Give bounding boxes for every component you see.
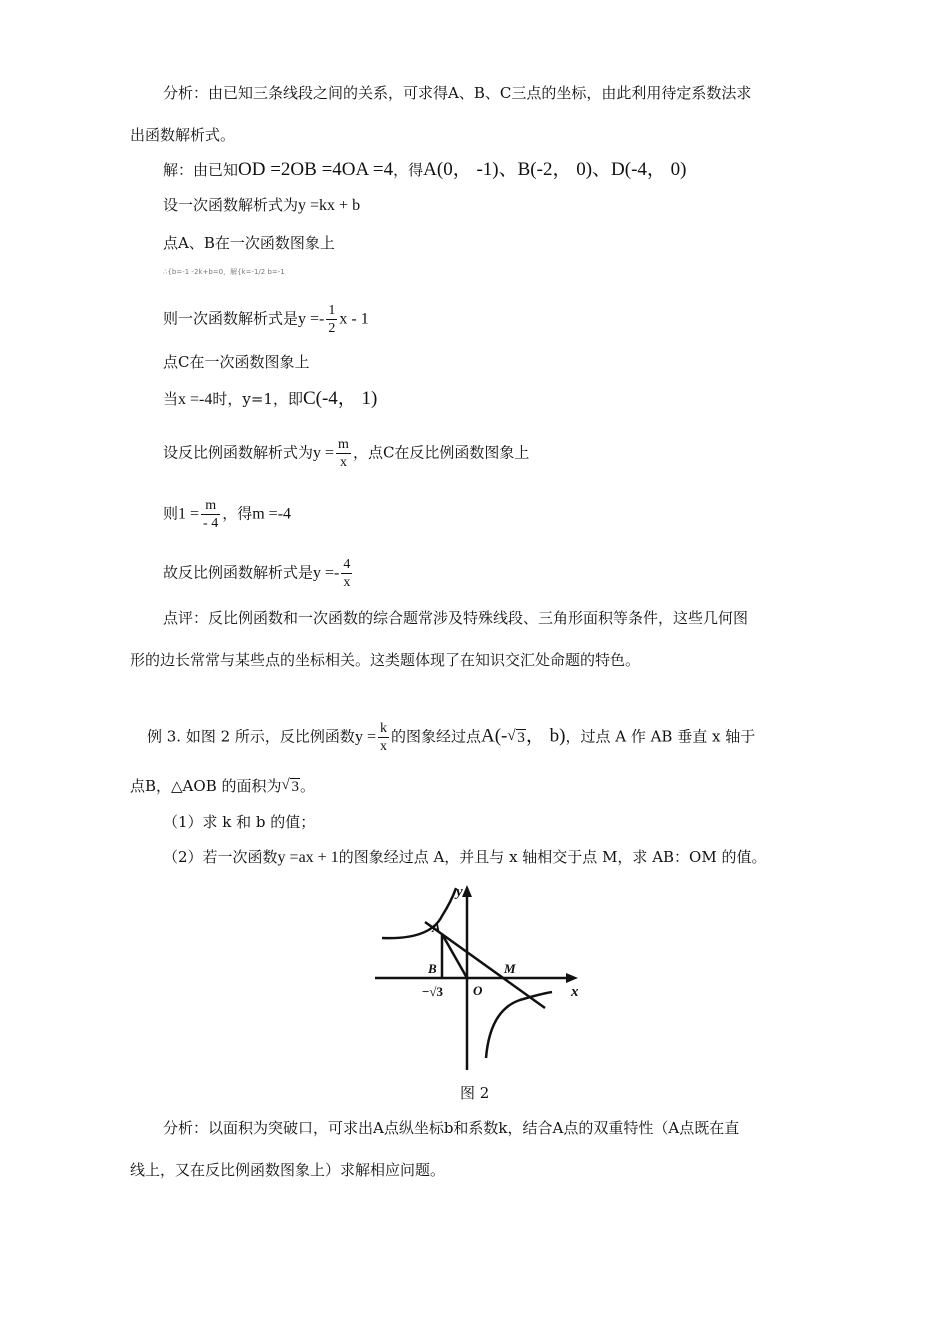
comment-line-2: 形的边长常常与某些点的坐标相关。这类题体现了在知识交汇处命题的特色。	[130, 651, 641, 669]
equation: y =	[354, 728, 376, 746]
equation: x - 1	[339, 310, 369, 328]
radicand: 3	[291, 779, 299, 795]
point-m-label: M	[504, 961, 516, 976]
equation: m =-4	[252, 505, 292, 523]
square-root	[281, 777, 300, 797]
points: A(0， -1)、B(-2， 0)、D(-4， 0)	[423, 159, 687, 180]
solution-line-2	[163, 195, 360, 216]
y-axis-label: y	[456, 884, 463, 900]
point: C(-4， 1)	[302, 388, 378, 409]
solution-text: ，得	[393, 161, 424, 179]
example-text: 点B，△AOB 的面积为	[130, 777, 282, 795]
solution-line-6: 点C在一次函数图象上	[163, 353, 310, 371]
numerator: k	[379, 721, 387, 736]
fraction	[326, 302, 337, 337]
radicand: 3	[517, 729, 525, 746]
hyperbola-branch-right	[486, 992, 552, 1058]
equation: x =-4	[178, 391, 213, 408]
equation: y =-	[313, 564, 340, 582]
example-text: 例 3. 如图 2 所示，反比例函数	[147, 727, 355, 746]
example-3-line-1	[147, 720, 755, 755]
hyperbola-branch-left	[382, 888, 456, 938]
solution-line-1	[163, 160, 686, 180]
numerator: 4	[343, 557, 351, 572]
question-text: 的图象经过点 A，并且与 x 轴相交于点 M，求 AB：OM 的值。	[338, 848, 767, 866]
fraction	[201, 497, 220, 532]
comment-line-1: 点评：反比例函数和一次函数的综合题常涉及特殊线段、三角形面积等条件，这些几何图	[163, 609, 749, 627]
solution-text: 故反比例函数解析式是	[163, 563, 314, 582]
example-3-line-2	[130, 776, 315, 797]
figure-2-graph	[370, 880, 590, 1075]
solution-line-8	[163, 436, 529, 471]
question-text: （2）若一次函数	[163, 848, 278, 866]
square-root	[507, 728, 526, 748]
example-text: 的图象经过点	[390, 727, 481, 746]
point: ， b)	[525, 725, 566, 747]
solution-line-9	[163, 497, 291, 532]
solution-text: 则	[163, 504, 179, 523]
solution-text: 当	[163, 390, 179, 408]
origin-label: O	[473, 983, 483, 998]
numerator: m	[201, 497, 220, 515]
fraction	[336, 436, 351, 471]
equation: y =ax + 1	[277, 849, 339, 866]
solution-text: 时，y=1，即	[212, 390, 303, 408]
solution-text: 解：由已知	[163, 161, 239, 179]
equation-system-image: ∴{b=-1 -2k+b=0，解{k=-1/2 b=-1	[163, 268, 285, 276]
numerator: m	[338, 437, 349, 452]
denominator: - 4	[203, 516, 219, 531]
equation: y =kx + b	[298, 197, 361, 214]
equation: y =	[313, 444, 335, 462]
equation: y =-	[298, 310, 325, 328]
equation: 1 =	[178, 505, 200, 523]
solution-line-7	[163, 389, 377, 410]
x-axis-label: x	[571, 984, 579, 1000]
solution-line-10	[163, 556, 354, 591]
question-2	[163, 847, 766, 868]
point-b-label: B	[428, 961, 437, 976]
analysis-2-line-1: 分析：以面积为突破口，可求出A点纵坐标b和系数k，结合A点的双重特性（A点既在直	[163, 1119, 740, 1137]
figure-caption: 图 2	[460, 1084, 490, 1102]
radical-sign: √	[507, 727, 516, 744]
solution-line-5	[163, 302, 369, 337]
x-axis-arrow-icon	[566, 973, 578, 983]
fraction	[378, 720, 389, 755]
solution-text: ，点C在反比例函数图象上	[352, 443, 530, 462]
example-text: ，过点 A 作 AB 垂直 x 轴于	[565, 727, 756, 746]
segment-ao	[442, 934, 467, 978]
numerator: 1	[328, 303, 336, 318]
question-1: （1）求 k 和 b 的值；	[163, 813, 316, 831]
example-text: 。	[299, 777, 315, 795]
denominator: x	[379, 739, 387, 754]
denominator: x	[339, 455, 347, 470]
equation: OD =2OB =4OA =4	[238, 159, 394, 180]
analysis-2-line-2: 线上，又在反比例函数图象上）求解相应问题。	[130, 1161, 446, 1179]
solution-text: 设反比例函数解析式为	[163, 443, 314, 462]
solution-text: 则一次函数解析式是	[163, 309, 299, 328]
denominator: x	[343, 575, 351, 590]
radical-sign: √	[281, 777, 290, 793]
solution-text: ，得	[222, 504, 253, 523]
solution-text: 设一次函数解析式为	[163, 196, 299, 214]
point-a-label: A	[432, 920, 441, 935]
fraction	[341, 556, 352, 591]
denominator: 2	[328, 321, 336, 336]
analysis-line-2: 出函数解析式。	[130, 126, 236, 144]
neg-sqrt3-label: −√3	[422, 984, 444, 999]
analysis-line-1: 分析：由已知三条线段之间的关系，可求得A、B、C三点的坐标，由此利用待定系数法求	[163, 84, 752, 102]
solution-line-3: 点A、B在一次函数图象上	[163, 234, 335, 252]
y-axis-arrow-icon	[462, 885, 472, 897]
point: A(-	[480, 725, 508, 747]
